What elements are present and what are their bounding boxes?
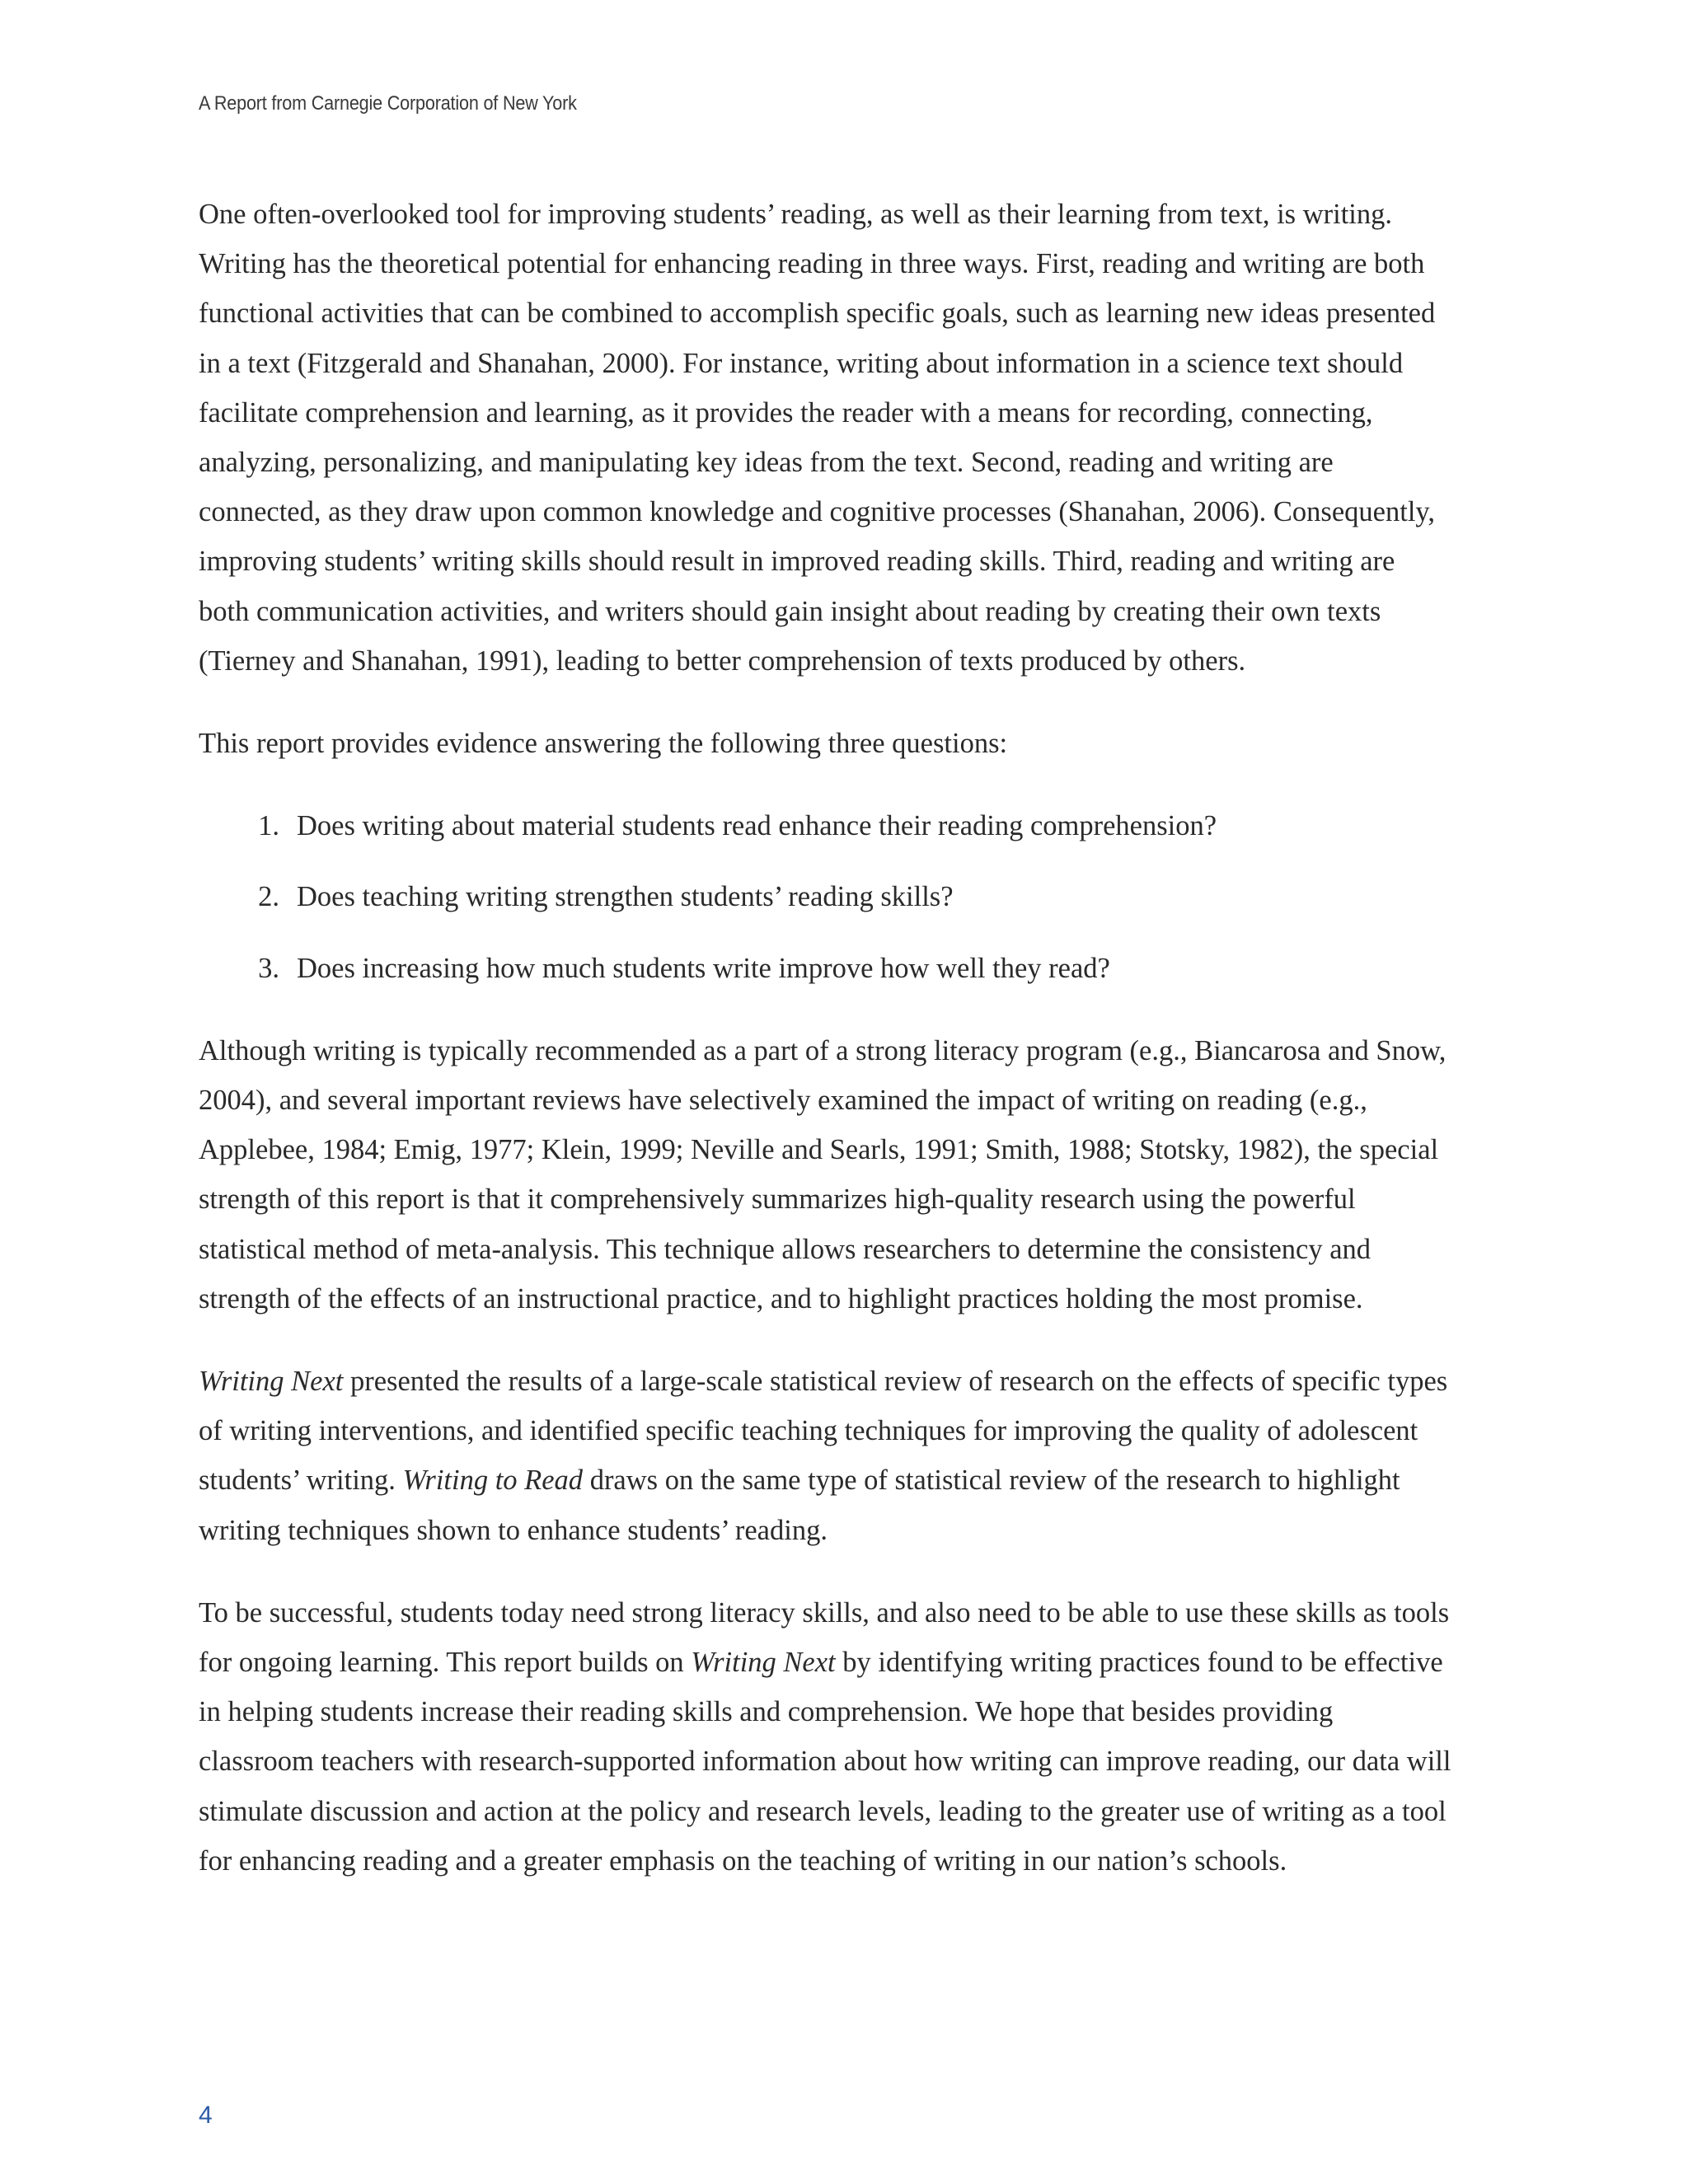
paragraph-meta-analysis: Although writing is typically recommended as a part of a strong literacy program (e.g., Biancarosa and Snow, 2004), and several important reviews have selectively examined the impact of writing on reading (e.g., Applebee, 1984; Emig, 1977; Klein, 1999; Neville and Searls, 1991; Smith, 1988; Stotsky, 1982), the special strength of this report is that it comprehensively summarizes high-quality research using the powerful statistical method of meta-analysis. This technique allows researchers to determine the consistency and strength of the effects of an instructional practice, and to highlight practices holding the most promise.: [199, 1034, 1447, 1315]
question-item: [199, 944, 1451, 993]
paragraph-writing-next: [199, 1357, 1455, 1555]
running-header: A Report from Carnegie Corporation of New York: [199, 92, 577, 115]
question-item: [199, 872, 1451, 921]
question-text: Does increasing how much students write improve how well they read?: [297, 952, 1110, 984]
paragraph-text: by identifying writing practices found to be effective in helping students increase their reading skills and comprehension. We hope that besides providing classroom teachers with research-supported information about how writing can improve reading, our data will stimulate discussion and action at the policy and research levels, leading to the greater use of writing as a tool for enhancing reading and a greater emphasis on the teaching of writing in our nation’s schools.: [199, 1647, 1459, 1877]
paragraph-conclusion: [199, 1588, 1459, 1886]
title-writing-to-read: Writing to Read: [402, 1465, 584, 1497]
question-item: [199, 801, 1451, 851]
question-text: Does teaching writing strengthen students’ reading skills?: [297, 881, 954, 913]
page-number: 4: [199, 2102, 213, 2129]
question-list: [199, 801, 1451, 993]
question-number: 2.: [258, 881, 279, 913]
body-content: [199, 190, 1459, 1919]
question-text: Does writing about material students read enhance their reading comprehension?: [297, 810, 1217, 842]
paragraph-text: draws on the same type of statistical review of the research to highlight writing techniques shown to enhance students’ reading.: [199, 1465, 1408, 1546]
title-writing-next: Writing Next: [691, 1647, 836, 1679]
paragraph-questions-intro: This report provides evidence answering the following three questions:: [199, 728, 1008, 760]
paragraph-writing-potential: One often-overlooked tool for improving students’ reading, as well as their learning from text, is writing. Writing has the theoretical potential for enhancing reading in three ways. First, reading and writing are both functional activities that can be combined to accomplish specific goals, such as learning new ideas presented in a text (Fitzgerald and Shanahan, 2000). For instance, writing about information in a science text should facilitate comprehension and learning, as it provides the reader with a means for recording, connecting, analyzing, personalizing, and manipulating key ideas from the text. Second, reading and writing are connected, as they draw upon common knowledge and cognitive processes (Shanahan, 2006). Consequently, improving students’ writing skills should result in improved reading skills. Third, reading and writing are both communication activities, and writers should gain insight about reading by creating their own texts (Tierney and Shanahan, 1991), leading to better comprehension of texts produced by others.: [199, 199, 1436, 677]
question-number: 3.: [258, 952, 279, 984]
title-writing-next: Writing Next: [199, 1366, 344, 1398]
question-number: 1.: [258, 810, 279, 842]
paragraph-text: To be successful, students today need strong literacy skills, and also need to be able to use these skills as tools for ongoing learning. This report builds on: [199, 1596, 1456, 1679]
paragraph-text: presented the results of a large-scale statistical review of research on the effects of specific types of writing interventions, and identified specific teaching techniques for improving the quality of adolescent students’ writing.: [199, 1366, 1455, 1497]
